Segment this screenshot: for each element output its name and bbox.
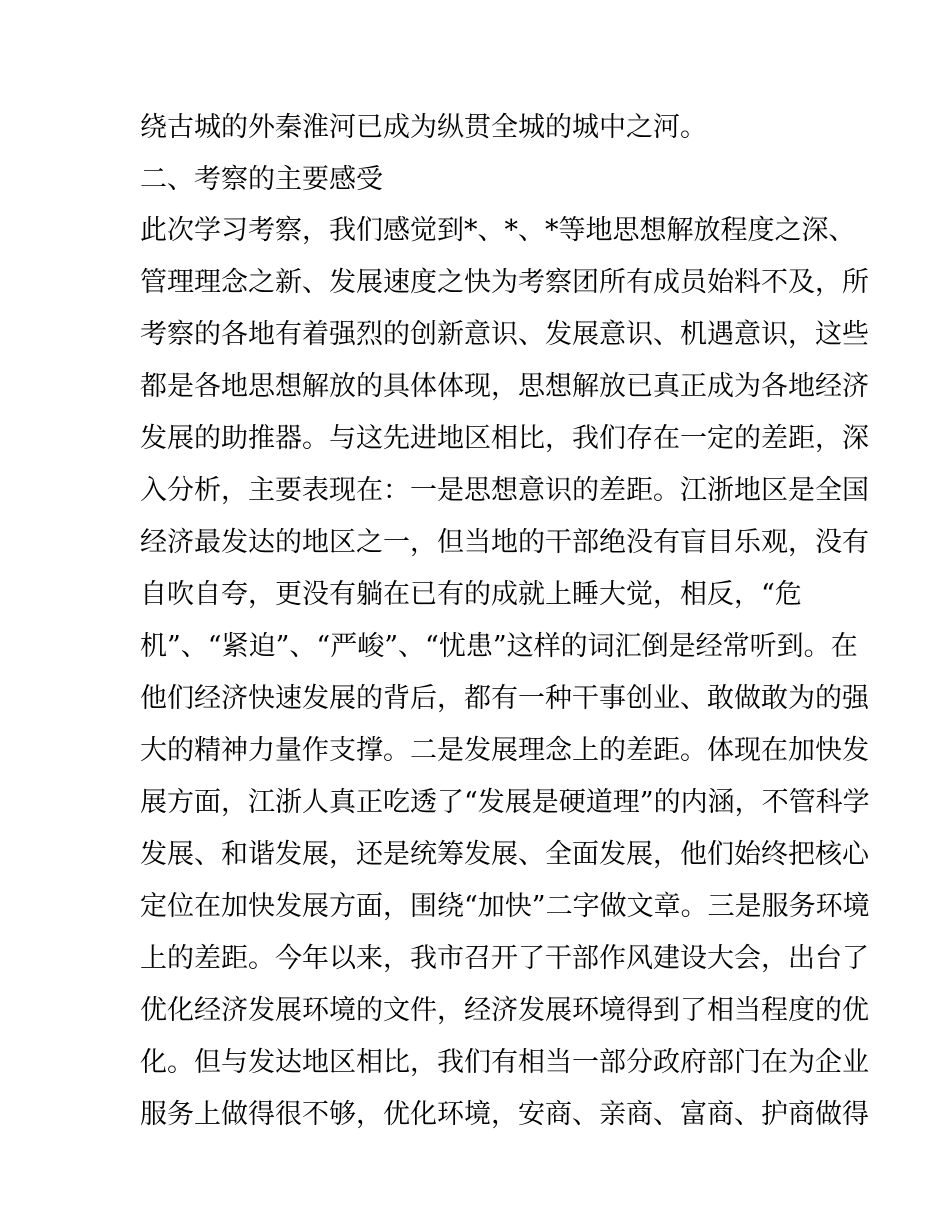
- text-line: 经济最发达的地区之一，但当地的干部绝没有盲目乐观，没有: [140, 527, 869, 558]
- text-line: 化。但与发达地区相比，我们有相当一部分政府部门在为企业: [140, 1047, 869, 1078]
- text-line: 管理理念之新、发展速度之快为考察团所有成员始料不及，所: [140, 267, 869, 298]
- text-line: 考察的各地有着强烈的创新意识、发展意识、机遇意识，这些: [140, 319, 869, 350]
- text-line: 绕古城的外秦淮河已成为纵贯全城的城中之河。: [140, 112, 707, 143]
- text-line: 发展、和谐发展，还是统筹发展、全面发展，他们始终把核心: [140, 839, 869, 870]
- text-line: 大的精神力量作支撑。二是发展理念上的差距。体现在加快发: [140, 735, 869, 766]
- text-line: 机”、“紧迫”、“严峻”、“忧患”这样的词汇倒是经常听到。在: [140, 631, 858, 662]
- text-line: 定位在加快发展方面，围绕“加快”二字做文章。三是服务环境: [140, 891, 870, 922]
- text-line: 优化经济发展环境的文件，经济发展环境得到了相当程度的优: [140, 995, 869, 1026]
- text-line: 发展的助推器。与这先进地区相比，我们存在一定的差距，深: [140, 423, 869, 454]
- text-line: 自吹自夸，更没有躺在已有的成就上睡大觉，相反，“危: [140, 579, 802, 610]
- section-heading: 二、考察的主要感受: [140, 164, 383, 195]
- text-line: 入分析，主要表现在：一是思想意识的差距。江浙地区是全国: [140, 475, 869, 506]
- text-line: 他们经济快速发展的背后，都有一种干事创业、敢做敢为的强: [140, 683, 869, 714]
- text-line: 服务上做得很不够，优化环境，安商、亲商、富商、护商做得: [140, 1099, 869, 1130]
- text-line: 上的差距。今年以来，我市召开了干部作风建设大会，出台了: [140, 943, 869, 974]
- text-line: 展方面，江浙人真正吃透了“发展是硬道理”的内涵，不管科学: [140, 787, 870, 818]
- text-line: 都是各地思想解放的具体体现，思想解放已真正成为各地经济: [140, 371, 869, 402]
- text-line: 此次学习考察，我们感觉到*、*、*等地思想解放程度之深、: [140, 215, 856, 246]
